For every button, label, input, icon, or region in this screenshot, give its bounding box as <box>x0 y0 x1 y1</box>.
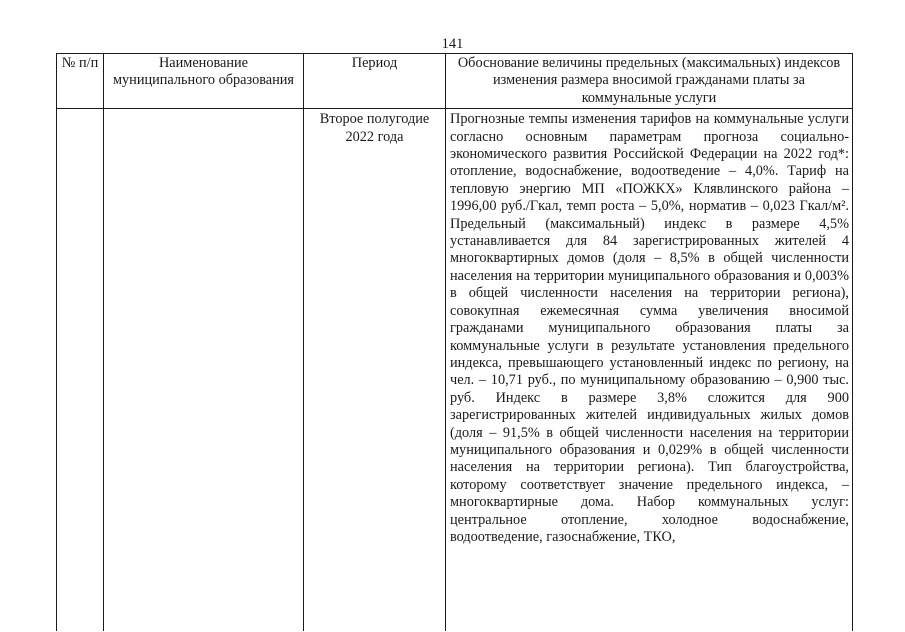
cell-municipality <box>104 109 304 632</box>
table-header-row <box>57 54 853 109</box>
page-number: 141 <box>441 36 464 52</box>
cell-number <box>57 109 104 632</box>
header-number: № п/п <box>57 54 104 109</box>
cell-justification: Прогнозные темпы изменения тарифов на коммунальные услуги согласно основным параметрам прогноза социально-экономического развития Российской Федерации на 2022 год*: отопление, водоснабжение, водоотведение – 4,0%. Тариф на тепловую энергию МП «ПОЖКХ» Клявлинского района – 1996,00 руб./Гкал, темп роста – 5,0%, норматив – 0,023 Гкал/м². Предельный (максимальный) индекс в размере 4,5% устанавливается для 84 зарегистрированных жителей 4 многоквартирных домов (доля – 8,5% в общей численности населения на территории муниципального образования и 0,003% в общей численности населения на территории региона), совокупная ежемесячная сумма увеличения вносимой гражданами муниципального образования платы за коммунальные услуги в результате установления предельного индекса, превышающего установленный индекс по региону, на чел. – 10,71 руб., по муниципальному образованию – 0,900 тыс. руб. Индекс в размере 3,8% сложится для 900 зарегистрированных жителей индивидуальных жилых домов (доля – 91,5% в общей численности населения на территории муниципального образования и 0,029% в общей численности населения на территории региона). Тип благоустройства, которому соответствует значение предельного индекса, – многоквартирные дома. Набор коммунальных услуг: центральное отопление, холодное водоснабжение, водоотведение, газоснабжение, ТКО, <box>446 109 853 632</box>
table-row <box>57 109 853 632</box>
cell-period: Второе полугодие 2022 года <box>304 109 446 632</box>
header-period: Период <box>304 54 446 109</box>
header-municipality: Наименование муниципального образования <box>104 54 304 109</box>
tariff-index-table <box>56 53 853 631</box>
header-justification: Обоснование величины предельных (максимальных) индексов изменения размера вносимой гражданами платы за коммунальные услуги <box>446 54 853 109</box>
